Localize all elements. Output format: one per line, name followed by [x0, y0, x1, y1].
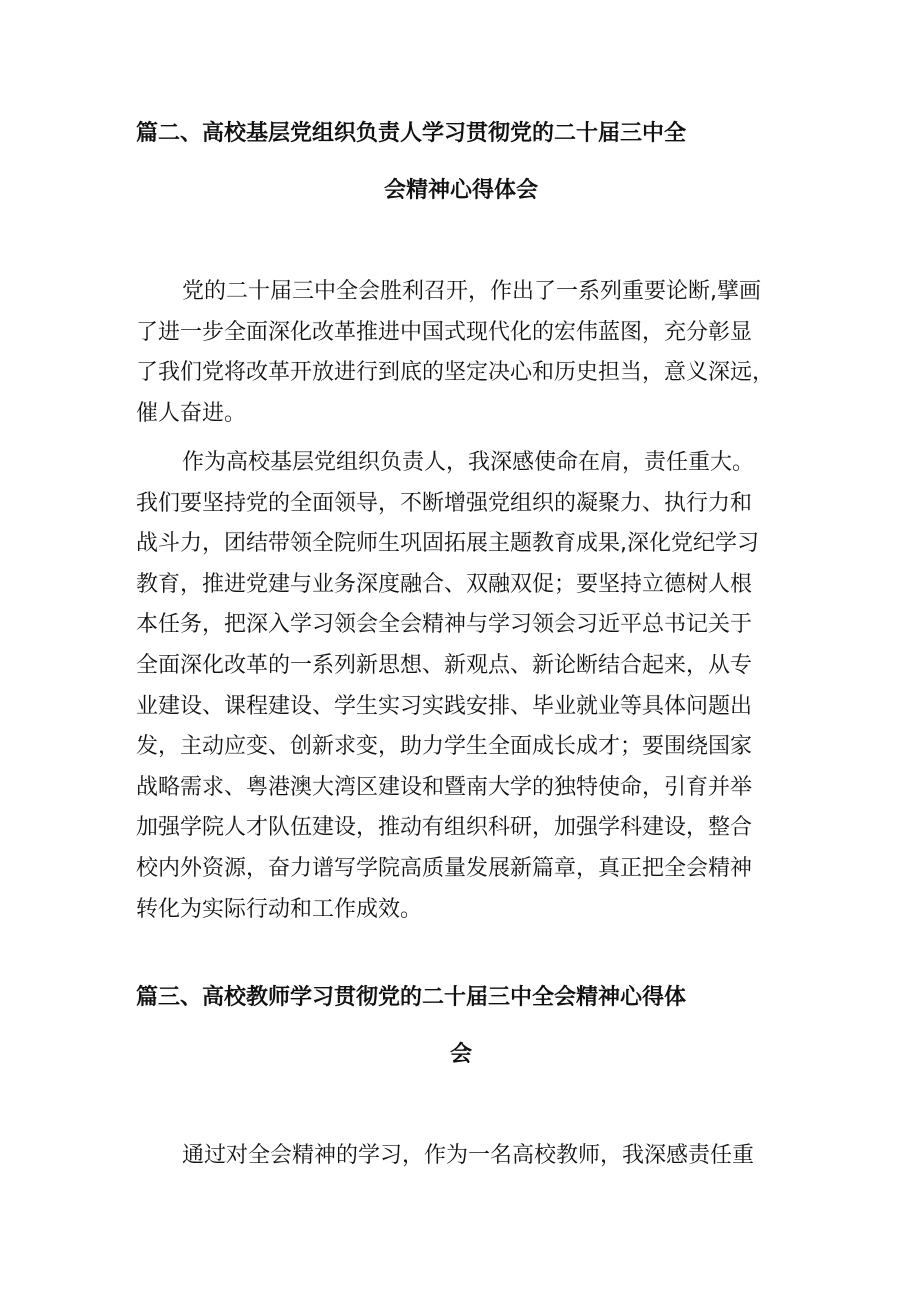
paragraph-line: 通过对全会精神的学习，作为一名高校教师，我深感责任重: [182, 1143, 755, 1168]
paragraph-line: 全面深化改革的一系列新思想、新观点、新论断结合起来，从专: [136, 652, 753, 678]
paragraph-line: 业建设、课程建设、学生实习实践安排、毕业就业等具体问题出: [136, 693, 753, 719]
paragraph-line: 作为高校基层党组织负责人，我深感使命在肩，责任重大。: [182, 450, 755, 475]
section-2-paragraph-2: [136, 443, 786, 930]
paragraph-line: 教育，推进党建与业务深度融合、双融双促；要坚持立德树人根: [136, 571, 753, 597]
section-2-title-line-1: 篇二、高校基层党组织负责人学习贯彻党的二十届三中全: [136, 121, 687, 146]
section-2-paragraph-1: [136, 272, 786, 434]
paragraph-line: 战斗力，团结带领全院师生巩固拓展主题教育成果,深化党纪学习: [136, 531, 759, 557]
paragraph-line: 了我们党将改革开放进行到底的坚定决心和历史担当，意义深远，: [136, 360, 775, 386]
paragraph-line: 催人奋进。: [136, 400, 247, 426]
paragraph-line: 了进一步全面深化改革推进中国式现代化的宏伟蓝图，充分彰显: [136, 319, 753, 345]
paragraph-line: 本任务，把深入学习领会全会精神与学习领会习近平总书记关于: [136, 612, 753, 638]
paragraph-line: 转化为实际行动和工作成效。: [136, 896, 423, 922]
paragraph-line: 加强学院人才队伍建设，推动有组织科研，加强学科建设，整合: [136, 815, 753, 841]
section-3-title-line-1: 篇三、高校教师学习贯彻党的二十届三中全会精神心得体: [136, 985, 687, 1010]
paragraph-line: 校内外资源，奋力谱写学院高质量发展新篇章，真正把全会精神: [136, 855, 753, 881]
paragraph-line: 发，主动应变、创新求变，助力学生全面成长成才；要围绕国家: [136, 734, 753, 760]
section-3-title-line-2: 会: [449, 1042, 472, 1067]
paragraph-line: 战略需求、粤港澳大湾区建设和暨南大学的独特使命，引育并举: [136, 774, 753, 800]
paragraph-line: 我们要坚持党的全面领导，不断增强党组织的凝聚力、执行力和: [136, 490, 753, 516]
section-3-paragraph-1: [136, 1136, 786, 1177]
paragraph-line: 党的二十届三中全会胜利召开，作出了一系列重要论断,擘画: [182, 279, 761, 304]
section-2-title-line-2: 会精神心得体会: [383, 178, 538, 203]
